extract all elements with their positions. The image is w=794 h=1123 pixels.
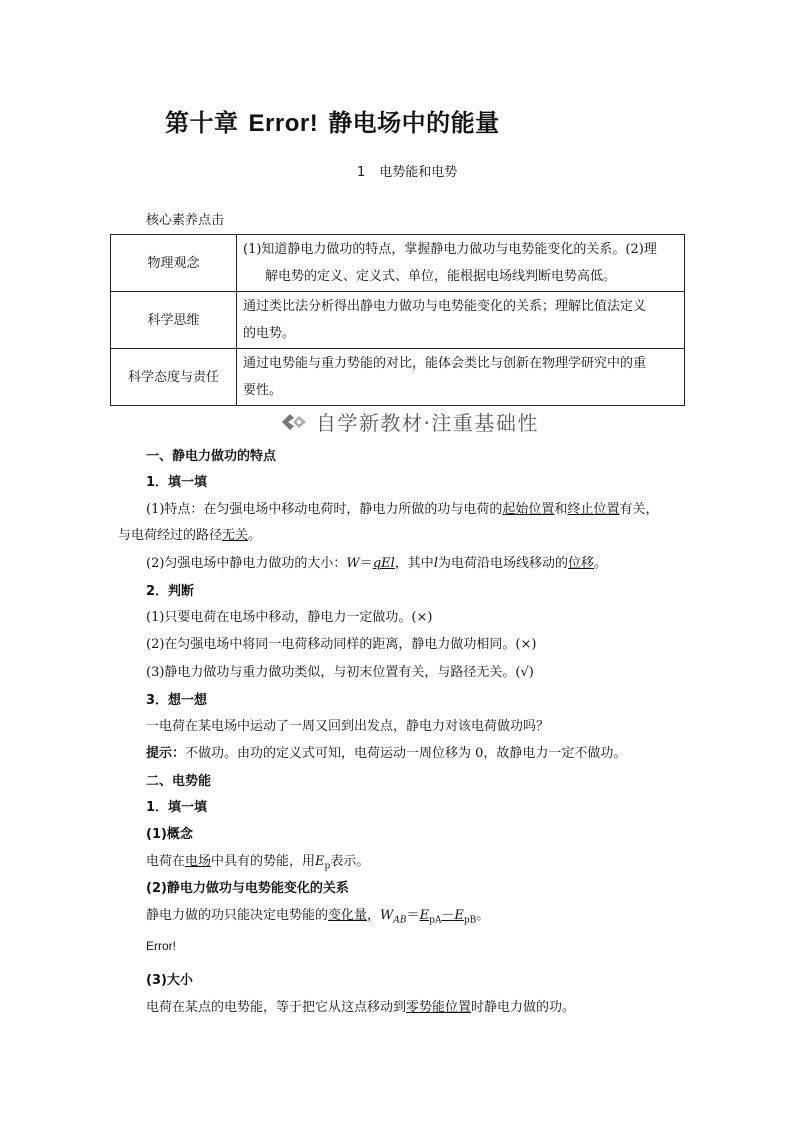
row-value-line2: 的电势。 [243,326,296,341]
text: ＝ [359,556,373,571]
row-value-line1: (1)知道静电力做功的特点，掌握静电力做功与电势能变化的关系。(2)理 [243,242,657,257]
text: － [441,908,455,923]
row-value [237,349,685,406]
judge-item-3: (3)静电力做功与重力做功类似，与初末位置有关，与路径无关。(√) [146,665,534,680]
banner-text: 自学新教材·注重基础性 [316,411,539,435]
section1-paragraph2 [146,552,607,576]
answer-change-amount: 变化量 [328,908,368,923]
concept-heading: (1)概念 [146,827,193,842]
relation-heading: (2)静电力做功与电势能变化的关系 [146,881,349,896]
symbol-w: W [380,908,394,923]
row-key: 科学思维 [111,292,237,349]
chapter-name: 静电场中的能量 [328,109,500,137]
text: ， [367,908,381,923]
text: ，其中 [394,556,434,571]
text: 电荷在某点的电势能，等于把它从这点移动到 [146,1000,407,1015]
table-row [111,349,685,406]
section1-think-heading: 3．想一想 [146,693,208,708]
text: 有关， [619,502,659,517]
text: 表示。 [330,854,370,869]
section1-fill-heading: 1．填一填 [146,475,208,490]
text: 静电力做的功只能决定电势能的 [146,908,329,923]
hint-label: 提示： [146,746,186,761]
text: (2)匀强电场中静电力做功的大小： [146,556,347,571]
text: 。 [248,528,262,543]
row-value-line1: 通过类比法分析得出静电力做功与电势能变化的关系；理解比值法定义 [243,299,647,314]
judge-item-2: (2)在匀强电场中将同一电荷移动同样的距离，静电力做功相同。(×) [146,637,537,652]
row-value [237,292,685,349]
answer-qel: qEl [372,556,395,571]
hint-line [146,742,626,766]
chapter-number: 第十章 [165,109,239,137]
concept-text [146,850,369,879]
subtitle-number: 1 [357,165,366,180]
section2-heading: 二、电势能 [146,774,212,789]
text: 。 [594,556,608,571]
symbol-sub: p [324,861,331,872]
section2-fill-heading: 1．填一填 [146,800,208,815]
answer-end-position: 终止位置 [567,502,620,517]
title-error-text: Error! [248,110,319,137]
section1-judge-heading: 2．判断 [146,584,195,599]
text: 与电荷经过的路径 [118,528,223,543]
text: (1)特点：在匀强电场中移动电荷时，静电力所做的功与电荷的 [146,502,503,517]
section1-heading: 一、静电力做功的特点 [146,449,277,464]
row-key: 科学态度与责任 [111,349,237,406]
table-row [111,235,685,292]
hint-text: 不做功。由功的定义式可知，电荷运动一周位移为 0，故静电力一定不做功。 [185,746,627,761]
row-value-line1: 通过电势能与重力势能的对比，能体会类比与创新在物理学研究中的重 [243,356,647,371]
symbol-epa-sub: pA [429,915,442,926]
text: 中具有的势能，用 [211,854,316,869]
relation-text [146,904,489,933]
judge-item-1: (1)只要电荷在电场中移动，静电力一定做功。(×) [146,610,433,625]
size-text [146,996,575,1020]
subtitle-text: 电势能和电势 [379,165,458,180]
text: 和 [554,502,568,517]
section1-paragraph1 [146,498,658,522]
answer-electric-field: 电场 [185,854,212,869]
section-banner [280,407,539,436]
size-heading: (3)大小 [146,973,193,988]
answer-zero-potential-position: 零势能位置 [406,1000,472,1015]
formula-l: l [433,556,438,571]
section1-paragraph1-cont [118,524,261,548]
text: 时静电力做的功。 [471,1000,576,1015]
answer-start-position: 起始位置 [502,502,555,517]
row-value-line2: 解电势的定义、定义式、单位，能根据电场线判断电势高低。 [265,269,617,284]
core-literacy-table [110,234,685,406]
text: 。 [476,908,490,923]
row-value-line2: 要性。 [243,383,283,398]
table-row [111,292,685,349]
section-subtitle [357,161,457,180]
symbol-w-sub: AB [393,915,407,926]
row-key: 物理观念 [111,235,237,292]
answer-displacement: 位移 [568,556,595,571]
banner-logo-icon [280,412,308,432]
think-question: 一电荷在某电场中运动了一周又回到出发点，静电力对该电荷做功吗？ [146,719,550,734]
chapter-title [165,103,500,138]
text: 为电荷沿电场线移动的 [437,556,568,571]
error-line: Error! [146,939,176,953]
formula-w: W [346,556,360,571]
symbol-e: E [315,854,325,869]
symbol-epb-sub: pB [463,915,477,926]
answer-path-unrelated: 无关 [222,528,249,543]
row-value [237,235,685,292]
symbol-epb: E [454,908,464,923]
symbol-epa: E [419,908,430,923]
text: 电荷在 [146,854,186,869]
core-literacy-label: 核心素养点击 [146,213,225,228]
text: ＝ [406,908,420,923]
